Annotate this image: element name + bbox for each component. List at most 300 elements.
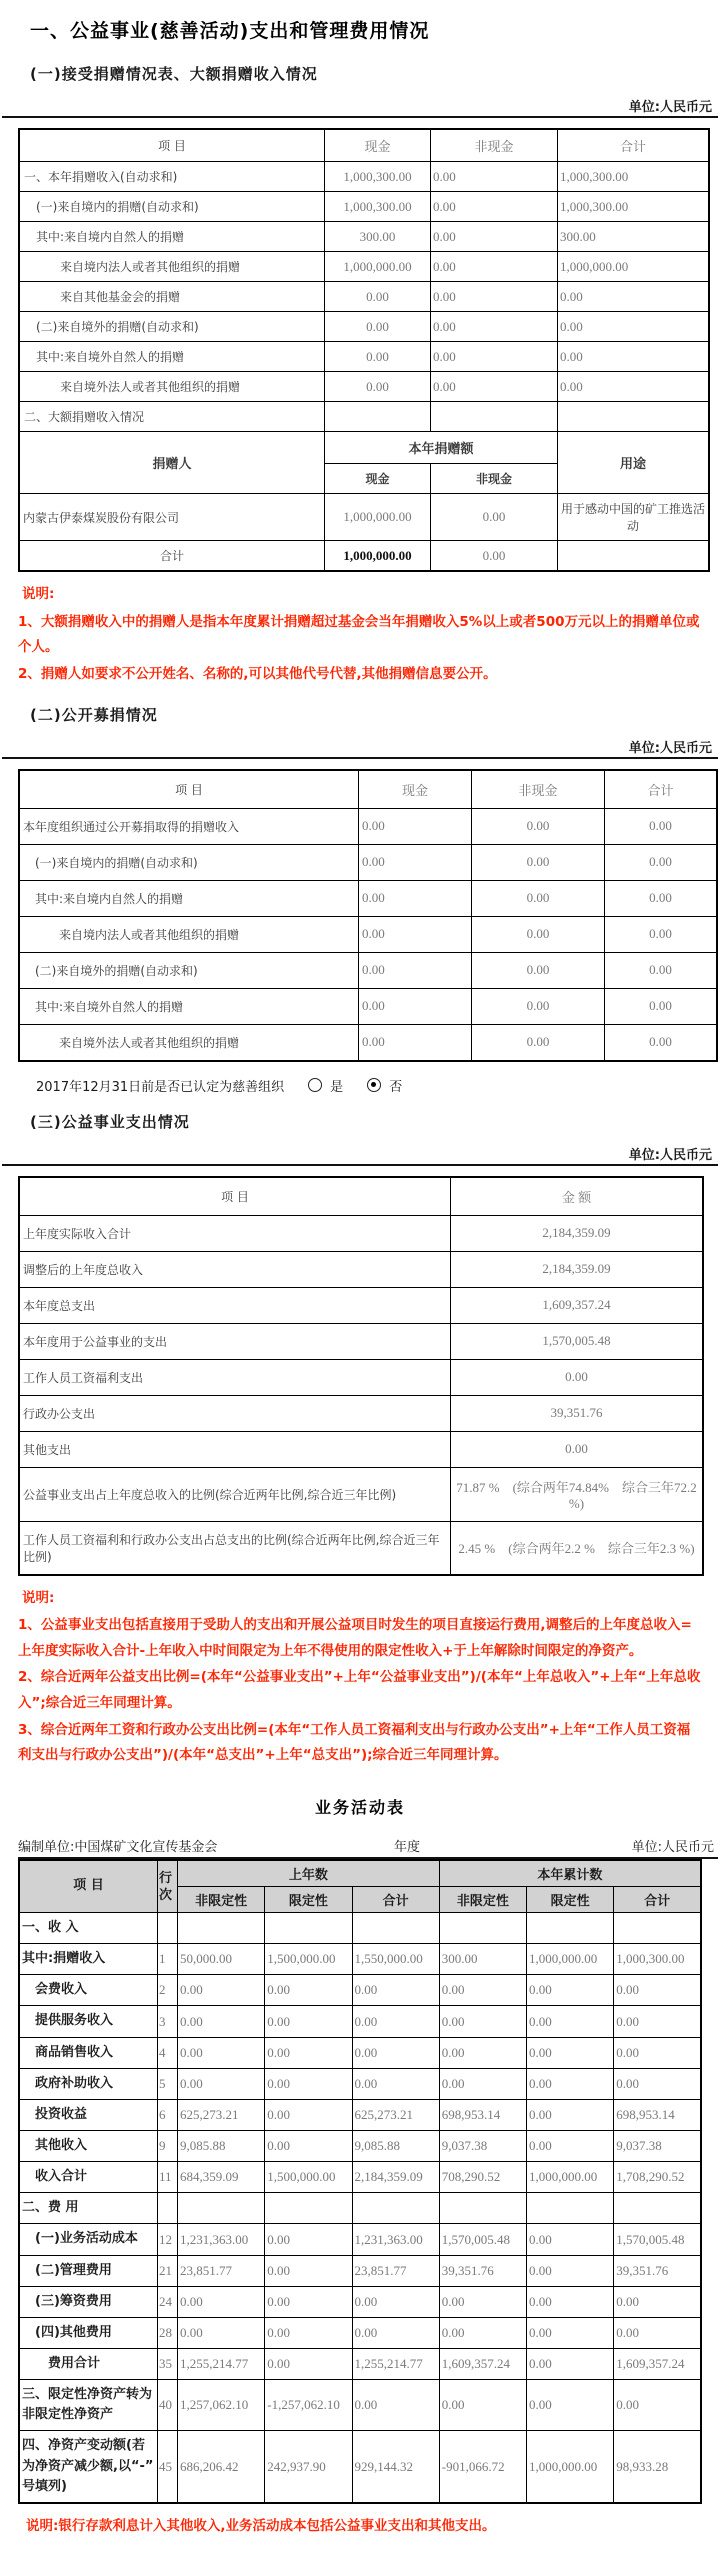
- cell-label: (一)来自境内的捐赠(自动求和): [19, 844, 359, 880]
- cell-line: 24: [158, 2286, 178, 2317]
- business-activity-table: [18, 1859, 702, 2504]
- cell-py_total: 1,550,000.00: [352, 1944, 439, 1975]
- charity-org-question: [36, 1076, 720, 1095]
- cell-cash: 1,000,300.00: [325, 192, 431, 222]
- table-row: [19, 2431, 701, 2503]
- cell-label: (一)来自境内的捐赠(自动求和): [19, 192, 325, 222]
- section3-unit-label: 单位:人民币元: [2, 1142, 718, 1166]
- cell-label: 一、本年捐赠收入(自动求和): [19, 162, 325, 192]
- cell-label: 来自其他基金会的捐赠: [19, 282, 325, 312]
- note-item: 1、公益事业支出包括直接用于受助人的支出和开展公益项目时发生的项目直接运行费用,调整后的上年度总收入=上年度实际收入合计-上年收入中时间限定为上年不得使用的限定性收入+于上年解除时间限定的净资产。: [18, 1617, 692, 1659]
- cell-py_total: 929,144.32: [352, 2431, 439, 2503]
- business-activity-table-body: [19, 1913, 701, 2503]
- table-row: [19, 844, 717, 880]
- cell-py_res: 1,500,000.00: [265, 2162, 352, 2193]
- section2-unit-label: 单位:人民币元: [2, 735, 718, 759]
- cell-cy_res: [527, 1913, 614, 1944]
- cell-label: 其中:捐赠收入: [19, 1944, 158, 1975]
- cell-line: 35: [158, 2349, 178, 2380]
- cell-py_res: 0.00: [265, 2349, 352, 2380]
- cell-cy_res: 1,000,000.00: [527, 2162, 614, 2193]
- cell-line: 4: [158, 2037, 178, 2068]
- cell-label: 费用合计: [19, 2349, 158, 2380]
- cell-total: 0.00: [558, 312, 710, 342]
- cell-py_unres: 0.00: [178, 2037, 265, 2068]
- cell-py_unres: 9,085.88: [178, 2131, 265, 2162]
- table-row: [19, 1251, 703, 1287]
- cell-total: 1,000,300.00: [558, 162, 710, 192]
- table-row: [19, 952, 717, 988]
- table-row: [19, 808, 717, 844]
- header-donor: 捐赠人: [19, 432, 325, 494]
- table-row: [19, 1323, 703, 1359]
- business-activity-note: 说明:银行存款利息计入其他收入,业务活动成本包括公益事业支出和其他支出。: [26, 2517, 496, 2534]
- total-noncash: 0.00: [431, 541, 558, 572]
- cell-cy_res: 0.00: [527, 1975, 614, 2006]
- activity-unit-label: 单位:人民币元: [631, 1840, 714, 1856]
- cell-line: 5: [158, 2068, 178, 2099]
- header-purpose: 用途: [558, 432, 710, 494]
- header-line-number: 行次: [158, 1860, 178, 1913]
- cell-line: 3: [158, 2006, 178, 2037]
- major-donation-header-row: [19, 432, 709, 464]
- section2-heading: (二)公开募捐情况: [30, 705, 158, 724]
- cell-cash: 0.00: [325, 312, 431, 342]
- cell-noncash: 0.00: [472, 880, 605, 916]
- cell-cy_res: 0.00: [527, 2131, 614, 2162]
- total-cash: 1,000,000.00: [325, 541, 431, 572]
- cell-cy_total: 9,037.38: [614, 2131, 701, 2162]
- table-row: [19, 2099, 701, 2130]
- public-fundraising-table: [18, 769, 718, 1062]
- cell-label: (二)管理费用: [19, 2255, 158, 2286]
- cell-noncash: 0.00: [472, 952, 605, 988]
- cell-label: 来自境外法人或者其他组织的捐赠: [19, 1024, 359, 1061]
- cell-noncash: 0.00: [431, 282, 558, 312]
- cell-cy_res: 0.00: [527, 2286, 614, 2317]
- header-total: 合计: [605, 770, 718, 809]
- cell-py_unres: 1,255,214.77: [178, 2349, 265, 2380]
- radio-no-label[interactable]: 否: [389, 1079, 403, 1095]
- cell-py_total: 0.00: [352, 2380, 439, 2431]
- cell-line: 28: [158, 2317, 178, 2348]
- table-row: [19, 1359, 703, 1395]
- cell-py_res: 0.00: [265, 2224, 352, 2255]
- cell-py_unres: 23,851.77: [178, 2255, 265, 2286]
- header-current-year: 本年累计数: [439, 1860, 701, 1887]
- cell-py_res: 0.00: [265, 2286, 352, 2317]
- section1-unit-label: 单位:人民币元: [2, 94, 718, 118]
- cell-cy_res: 0.00: [527, 2224, 614, 2255]
- table-row: [19, 282, 709, 312]
- table-row: [19, 2349, 701, 2380]
- cell-cash: 0.00: [359, 952, 472, 988]
- table-row: [19, 2162, 701, 2193]
- cell-cash: 0.00: [359, 916, 472, 952]
- section3-heading: (三)公益事业支出情况: [30, 1112, 190, 1131]
- cell-total: 0.00: [605, 880, 718, 916]
- cell-line: 1: [158, 1944, 178, 1975]
- cell-cy_unres: 9,037.38: [439, 2131, 526, 2162]
- radio-yes[interactable]: [308, 1078, 322, 1092]
- cell-py_unres: [178, 2193, 265, 2224]
- cell-py_res: [265, 1913, 352, 1944]
- cell-label: 本年度组织通过公开募捐取得的捐赠收入: [19, 808, 359, 844]
- cell-py_total: 0.00: [352, 2037, 439, 2068]
- page-title: 一、公益事业(慈善活动)支出和管理费用情况: [30, 20, 430, 42]
- radio-no[interactable]: [367, 1078, 381, 1092]
- cell-py_unres: 0.00: [178, 2286, 265, 2317]
- cell-noncash: 0.00: [431, 252, 558, 282]
- cell-cy_unres: 0.00: [439, 1975, 526, 2006]
- cell-py_total: 23,851.77: [352, 2255, 439, 2286]
- cell-py_res: 242,937.90: [265, 2431, 352, 2503]
- table-row: [19, 2224, 701, 2255]
- cell-py_total: 625,273.21: [352, 2099, 439, 2130]
- cell-noncash: 0.00: [472, 916, 605, 952]
- cell-label: (三)筹资费用: [19, 2286, 158, 2317]
- header-row-1: [19, 1860, 701, 1887]
- table-row: [19, 1975, 701, 2006]
- cell-py_res: 0.00: [265, 2255, 352, 2286]
- table-row: [19, 988, 717, 1024]
- cell-label: 来自境内法人或者其他组织的捐赠: [19, 916, 359, 952]
- cell-cash: 0.00: [359, 988, 472, 1024]
- header-item: 项 目: [19, 1177, 451, 1216]
- cell-noncash: 0.00: [472, 808, 605, 844]
- cell-total: 0.00: [605, 1024, 718, 1061]
- cell-cy_total: [614, 2193, 701, 2224]
- prepared-by-label: 编制单位:中国煤矿文化宣传基金会: [18, 1840, 218, 1856]
- cell-cy_unres: 1,609,357.24: [439, 2349, 526, 2380]
- cell-line: 6: [158, 2099, 178, 2130]
- cell-cy_unres: 39,351.76: [439, 2255, 526, 2286]
- cell-total: 0.00: [605, 916, 718, 952]
- header-row: [19, 129, 709, 162]
- cell-noncash: 0.00: [431, 162, 558, 192]
- header-item: 项 目: [19, 770, 359, 809]
- cell-py_unres: 0.00: [178, 1975, 265, 2006]
- cell-cy_res: 0.00: [527, 2349, 614, 2380]
- cell-total: 0.00: [605, 808, 718, 844]
- table-row: [19, 1395, 703, 1431]
- cell-label: 来自境内法人或者其他组织的捐赠: [19, 252, 325, 282]
- cell-total: 0.00: [558, 282, 710, 312]
- table-row: [19, 2286, 701, 2317]
- cell-noncash: 0.00: [431, 312, 558, 342]
- cell-label: 商品销售收入: [19, 2037, 158, 2068]
- total-label: 合计: [19, 541, 325, 572]
- cell-py_unres: 0.00: [178, 2068, 265, 2099]
- cell-label: 提供服务收入: [19, 2006, 158, 2037]
- cell-cy_total: [614, 1913, 701, 1944]
- table-row: [19, 192, 709, 222]
- cell-label: 一、收 入: [19, 1913, 158, 1944]
- cell-label: 其他支出: [19, 1431, 451, 1467]
- header-cash: 现金: [359, 770, 472, 809]
- cell-py_total: [352, 1913, 439, 1944]
- cell-py_total: 1,231,363.00: [352, 2224, 439, 2255]
- table-row: [19, 252, 709, 282]
- cell-total: [558, 402, 710, 432]
- section1-heading: (一)接受捐赠情况表、大额捐赠收入情况: [30, 65, 318, 83]
- header-cy-unrestricted: 非限定性: [439, 1887, 526, 1913]
- cell-cash: 1,000,300.00: [325, 162, 431, 192]
- cell-amount: 2,184,359.09: [451, 1215, 704, 1251]
- cell-line: 2: [158, 1975, 178, 2006]
- cell-label: 四、净资产变动额(若为净资产减少额,以“-”号填列): [19, 2431, 158, 2503]
- cell-py_unres: 50,000.00: [178, 1944, 265, 1975]
- cell-label: (二)来自境外的捐赠(自动求和): [19, 952, 359, 988]
- table-row: [19, 312, 709, 342]
- notes-title: 说明:: [22, 586, 55, 602]
- cell-cy_total: 39,351.76: [614, 2255, 701, 2286]
- cell-cy_unres: 1,570,005.48: [439, 2224, 526, 2255]
- total-row: [19, 541, 709, 572]
- header-row: [19, 1177, 703, 1216]
- cell-total: 0.00: [558, 342, 710, 372]
- cell-py_res: 0.00: [265, 2099, 352, 2130]
- cell-py_unres: 0.00: [178, 2317, 265, 2348]
- header-row: [19, 770, 717, 809]
- cell-py_unres: 0.00: [178, 2006, 265, 2037]
- cell-cy_unres: 0.00: [439, 2317, 526, 2348]
- cell-cy_unres: 698,953.14: [439, 2099, 526, 2130]
- table-row: [19, 880, 717, 916]
- cell-py_res: 0.00: [265, 2037, 352, 2068]
- cell-cy_unres: [439, 1913, 526, 1944]
- cell-amount: 2.45 % (综合两年2.2 % 综合三年2.3 %): [451, 1521, 704, 1575]
- cell-amount: 39,351.76: [451, 1395, 704, 1431]
- cell-cy_res: 0.00: [527, 2255, 614, 2286]
- header-annual-donation: 本年捐赠额: [325, 432, 558, 464]
- business-activity-table-header: [19, 1860, 701, 1913]
- cell-cash: 1,000,000.00: [325, 252, 431, 282]
- cell-label: 其中:来自境外自然人的捐赠: [19, 342, 325, 372]
- table-row: [19, 1467, 703, 1521]
- note-item: 2、捐赠人如要求不公开姓名、名称的,可以其他代号代替,其他捐赠信息要公开。: [18, 665, 497, 682]
- header-item: 项 目: [19, 1860, 158, 1913]
- welfare-expenditure-table: [18, 1176, 704, 1576]
- welfare-expenditure-table-header: [19, 1177, 703, 1216]
- cell-label: 会费收入: [19, 1975, 158, 2006]
- section1-notes: [18, 582, 702, 688]
- header-py-restricted: 限定性: [265, 1887, 352, 1913]
- received-donations-table-header: [19, 129, 709, 162]
- cell-label: 本年度总支出: [19, 1287, 451, 1323]
- cell-py_total: [352, 2193, 439, 2224]
- header-cy-restricted: 限定性: [527, 1887, 614, 1913]
- cell-cy_total: 1,708,290.52: [614, 2162, 701, 2193]
- cell-total: 0.00: [558, 372, 710, 402]
- cell-cy_total: 0.00: [614, 2006, 701, 2037]
- cell-amount: 1,570,005.48: [451, 1323, 704, 1359]
- header-cash: 现金: [325, 464, 431, 494]
- year-label: 年度: [394, 1840, 421, 1856]
- public-fundraising-table-header: [19, 770, 717, 809]
- cell-py_total: 2,184,359.09: [352, 2162, 439, 2193]
- table-row: [19, 2068, 701, 2099]
- donor-noncash: 0.00: [431, 494, 558, 541]
- cell-cy_unres: 0.00: [439, 2068, 526, 2099]
- cell-label: 本年度用于公益事业的支出: [19, 1323, 451, 1359]
- cell-label: 工作人员工资福利支出: [19, 1359, 451, 1395]
- cell-label: (一)业务活动成本: [19, 2224, 158, 2255]
- cell-noncash: 0.00: [472, 1024, 605, 1061]
- cell-cy_total: 698,953.14: [614, 2099, 701, 2130]
- header-noncash: 非现金: [431, 464, 558, 494]
- cell-total: 1,000,000.00: [558, 252, 710, 282]
- cell-amount: 0.00: [451, 1359, 704, 1395]
- cell-label: 公益事业支出占上年度总收入的比例(综合近两年比例,综合近三年比例): [19, 1467, 451, 1521]
- cell-py_res: 0.00: [265, 2068, 352, 2099]
- table-row: [19, 222, 709, 252]
- cell-py_res: [265, 2193, 352, 2224]
- cell-line: 40: [158, 2380, 178, 2431]
- cell-noncash: [431, 402, 558, 432]
- welfare-expenditure-table-body: [19, 1215, 703, 1575]
- cell-cy_res: 0.00: [527, 2006, 614, 2037]
- cell-cy_res: 0.00: [527, 2317, 614, 2348]
- cell-cy_total: 98,933.28: [614, 2431, 701, 2503]
- note-item: 2、综合近两年公益支出比例=(本年“公益事业支出”+上年“公益事业支出”)/(本年“上年总收入”+上年“上年总收入”;综合近三年同理计算。: [18, 1669, 701, 1712]
- cell-noncash: 0.00: [472, 988, 605, 1024]
- total-purpose-empty: [558, 541, 710, 572]
- cell-cy_total: 1,570,005.48: [614, 2224, 701, 2255]
- cell-cy_unres: 0.00: [439, 2286, 526, 2317]
- note-item: 3、综合近两年工资和行政办公支出比例=(本年“工作人员工资福利支出与行政办公支出”+上年“工作人员工资福利支出与行政办公支出”)/(本年“总支出”+上年“总支出”);综合近三年同理计算。: [18, 1721, 691, 1764]
- cell-cy_res: 0.00: [527, 2380, 614, 2431]
- cell-label: 来自境外法人或者其他组织的捐赠: [19, 372, 325, 402]
- cell-py_unres: 684,359.09: [178, 2162, 265, 2193]
- donor-purpose: 用于感动中国的矿工推选活动: [558, 494, 710, 541]
- cell-cy_total: 0.00: [614, 2380, 701, 2431]
- charity-question-text: 2017年12月31日前是否已认定为慈善组织: [36, 1079, 285, 1095]
- cell-total: 1,000,300.00: [558, 192, 710, 222]
- cell-cy_unres: 0.00: [439, 2006, 526, 2037]
- table-row: [19, 1431, 703, 1467]
- cell-total: 300.00: [558, 222, 710, 252]
- cell-cy_total: 1,609,357.24: [614, 2349, 701, 2380]
- header-cy-total: 合计: [614, 1887, 701, 1913]
- cell-label: (二)来自境外的捐赠(自动求和): [19, 312, 325, 342]
- cell-cash: 0.00: [325, 342, 431, 372]
- cell-cy_total: 0.00: [614, 1975, 701, 2006]
- cell-noncash: 0.00: [431, 342, 558, 372]
- header-noncash: 非现金: [472, 770, 605, 809]
- received-donations-table-body: [19, 162, 709, 432]
- cell-total: 0.00: [605, 844, 718, 880]
- table-row: [19, 1944, 701, 1975]
- cell-noncash: 0.00: [431, 192, 558, 222]
- cell-label: 政府补助收入: [19, 2068, 158, 2099]
- cell-py_unres: 625,273.21: [178, 2099, 265, 2130]
- donor-row: [19, 494, 709, 541]
- cell-py_total: 1,255,214.77: [352, 2349, 439, 2380]
- cell-py_res: -1,257,062.10: [265, 2380, 352, 2431]
- section-row: [19, 2193, 701, 2224]
- table-row: [19, 2131, 701, 2162]
- table-row: [19, 1287, 703, 1323]
- cell-cy_total: 0.00: [614, 2068, 701, 2099]
- cell-py_total: 9,085.88: [352, 2131, 439, 2162]
- business-activity-meta: [18, 1836, 718, 1859]
- section-row: [19, 402, 709, 432]
- cell-py_total: 0.00: [352, 2006, 439, 2037]
- notes-title: 说明:: [22, 1589, 55, 1606]
- donor-name: 内蒙古伊泰煤炭股份有限公司: [19, 494, 325, 541]
- table-row: [19, 162, 709, 192]
- cell-cash: 0.00: [325, 372, 431, 402]
- radio-yes-label[interactable]: 是: [330, 1079, 344, 1095]
- cell-label: 行政办公支出: [19, 1395, 451, 1431]
- cell-line: [158, 2193, 178, 2224]
- cell-line: 11: [158, 2162, 178, 2193]
- cell-cash: 0.00: [325, 282, 431, 312]
- cell-label: (四)其他费用: [19, 2317, 158, 2348]
- header-cash: 现金: [325, 129, 431, 162]
- cell-cy_unres: 300.00: [439, 1944, 526, 1975]
- cell-noncash: 0.00: [431, 372, 558, 402]
- cell-line: 21: [158, 2255, 178, 2286]
- cell-amount: 2,184,359.09: [451, 1251, 704, 1287]
- cell-label: 投资收益: [19, 2099, 158, 2130]
- note-item: 1、大额捐赠收入中的捐赠人是指本年度累计捐赠超过基金会当年捐赠收入5%以上或者500万元以上的捐赠单位或个人。: [18, 613, 700, 656]
- cell-total: 0.00: [605, 952, 718, 988]
- cell-cy_res: [527, 2193, 614, 2224]
- donor-cash: 1,000,000.00: [325, 494, 431, 541]
- cell-cy_total: 0.00: [614, 2037, 701, 2068]
- cell-py_res: 0.00: [265, 2317, 352, 2348]
- cell-py_unres: 686,206.42: [178, 2431, 265, 2503]
- table-row: [19, 2006, 701, 2037]
- table-row: [19, 2380, 701, 2431]
- cell-cy_res: 1,000,000.00: [527, 1944, 614, 1975]
- header-noncash: 非现金: [431, 129, 558, 162]
- header-py-total: 合计: [352, 1887, 439, 1913]
- cell-py_unres: 1,257,062.10: [178, 2380, 265, 2431]
- cell-cash: 0.00: [359, 844, 472, 880]
- cell-cy_res: 0.00: [527, 2068, 614, 2099]
- cell-py_res: 0.00: [265, 1975, 352, 2006]
- cell-cy_unres: 0.00: [439, 2380, 526, 2431]
- cell-cy_res: 0.00: [527, 2037, 614, 2068]
- table-row: [19, 1215, 703, 1251]
- cell-label: 其中:来自境外自然人的捐赠: [19, 988, 359, 1024]
- table-row: [19, 372, 709, 402]
- cell-cy_res: 0.00: [527, 2099, 614, 2130]
- cell-label: 其中:来自境内自然人的捐赠: [19, 222, 325, 252]
- cell-cash: 0.00: [359, 1024, 472, 1061]
- header-prev-year: 上年数: [178, 1860, 440, 1887]
- cell-cash: 0.00: [359, 880, 472, 916]
- cell-cash: 0.00: [359, 808, 472, 844]
- cell-label: 其他收入: [19, 2131, 158, 2162]
- header-py-unrestricted: 非限定性: [178, 1887, 265, 1913]
- table-row: [19, 342, 709, 372]
- section3-notes: [18, 1586, 702, 1769]
- header-total: 合计: [558, 129, 710, 162]
- cell-py_unres: 1,231,363.00: [178, 2224, 265, 2255]
- business-activity-title: 业务活动表: [314, 1798, 405, 1818]
- cell-label: 二、大额捐赠收入情况: [19, 402, 325, 432]
- cell-py_total: 0.00: [352, 2068, 439, 2099]
- cell-line: 12: [158, 2224, 178, 2255]
- cell-py_res: 0.00: [265, 2006, 352, 2037]
- cell-py_unres: [178, 1913, 265, 1944]
- header-amount: 金 额: [451, 1177, 704, 1216]
- cell-cy_unres: -901,066.72: [439, 2431, 526, 2503]
